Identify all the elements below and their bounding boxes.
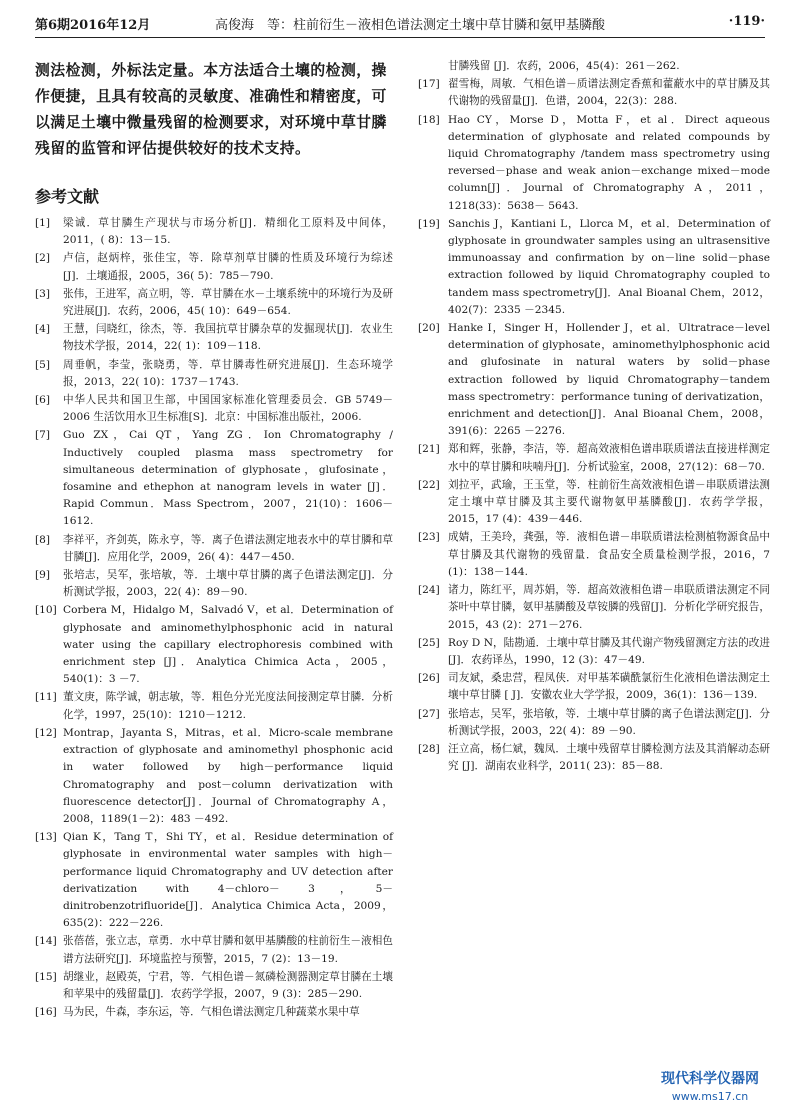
reference-item — [418, 112, 770, 215]
page-number: ·119· — [728, 14, 765, 29]
reference-number: [16] — [35, 1006, 57, 1019]
reference-number: [20] — [418, 322, 440, 335]
watermark-url: www.ms17.cn — [671, 1090, 749, 1103]
reference-number: [25] — [418, 636, 440, 649]
reference-number: [7] — [35, 429, 51, 442]
reference-text: 李祥平，齐剑英，陈永亨，等．离子色谱法测定地表水中的草甘膦和草甘膦[J]．应用化学，2009，26( 4)：447－450. — [63, 533, 393, 563]
reference-text: 刘拉平，武瑜，王玉堂，等．柱前衍生高效液相色谱－串联质谱法测定土壤中草甘膦及其主要代谢物氨甲基膦酸[J]．农药学学报，2015，17 (4)：439－446. — [448, 478, 770, 526]
reference-item — [418, 741, 770, 775]
reference-item — [418, 670, 770, 704]
header-rule — [35, 37, 765, 38]
reference-item — [418, 216, 770, 319]
reference-text: 张蓓蓓，张立志，章勇．水中草甘膦和氨甲基膦酸的柱前衍生－液相色谱方法研究[J]．环境监控与预警，2015，7 (2)：13－19. — [63, 935, 393, 965]
reference-number: [21] — [418, 443, 440, 456]
reference-number: [5] — [35, 358, 51, 371]
reference-number: [15] — [35, 970, 57, 983]
reference-text: Sanchis J，Kantiani L，Llorca M，et al．Determination of glyphosate in groundwater samples using an ultrasensitive immunoassay and confirmation by on－line solid－phase extraction followed by liquid Chromatography coupled to tandem mass spectrometry[J]．Anal Bioanal Chem，2012，402(7)：2335 －2345. — [448, 217, 770, 316]
reference-item — [35, 829, 393, 932]
reference-number: [18] — [418, 113, 440, 126]
reference-number: [23] — [418, 531, 440, 544]
reference-number: [9] — [35, 569, 51, 582]
reference-number: [27] — [418, 707, 440, 720]
reference-item — [35, 532, 393, 566]
reference-number: [8] — [35, 533, 51, 546]
reference-text: 张培志，吴军，张培敏，等．土壤中草甘膦的离子色谱法测定[J]．分析测试学报，2003，22( 4)：89－90. — [63, 569, 393, 599]
reference-text: 中华人民共和国卫生部，中国国家标准化管理委员会．GB 5749－2006 生活饮用水卫生标准[S]．北京：中国标准出版社，2006. — [63, 394, 393, 424]
reference-number: [11] — [35, 691, 57, 704]
reference-item — [35, 357, 393, 391]
reference-number: [24] — [418, 584, 440, 597]
reference-number: [4] — [35, 323, 51, 336]
right-column — [418, 58, 770, 776]
reference-item — [35, 725, 393, 828]
reference-item — [35, 215, 393, 249]
reference-text: 甘膦残留 [J]．农药，2006，45(4)：261－262. — [448, 60, 680, 72]
reference-item — [418, 529, 770, 581]
references-list-right — [418, 58, 770, 775]
reference-number: [17] — [418, 78, 440, 91]
references-list-left — [35, 215, 393, 1021]
reference-text: 司友斌，桑忠营，程凤侠．对甲基苯磺酰氯衍生化液相色谱法测定土壤中草甘膦 [ J]．安徽农业大学学报，2009，36(1)：136－139. — [448, 672, 770, 702]
reference-text: Hao CY，Morse D，Motta F，et al．Direct aqueous determination of glyphosate and related compounds by liquid Chromatography /tandem mass spectrometry using reversed－phase and weak anion－exchange mixed－mode column[J]．Journal of Chromatography A，2011，1218(33)：5638－ 5643. — [448, 113, 770, 212]
reference-number: [3] — [35, 287, 51, 300]
left-column — [35, 58, 393, 1022]
reference-text: 周垂帆，李莹，张晓勇，等．草甘膦毒性研究进展[J]．生态环境学报，2013，22( 10)：1737－1743. — [63, 358, 393, 388]
reference-text: Qian K，Tang T，Shi TY，et al．Residue determination of glyphosate in environmental water samples with high－performance liquid Chromatography and UV detection after derivatization with 4－chloro－ 3，5－dinitrobenzotrifluoride[J]．Analytica Chimica Acta，2009，635(2)：222－226. — [63, 831, 393, 930]
reference-item — [35, 933, 393, 967]
reference-text: 卢信，赵炳梓，张佳宝，等．除草剂草甘膦的性质及环境行为综述[J]．土壤通报，2005，36( 5)：785－790. — [63, 252, 393, 282]
reference-text: 张伟，王进军，高立明，等．草甘膦在水－土壤系统中的环境行为及研究进展[J]．农药，2006，45( 10)：649－654. — [63, 287, 393, 318]
reference-item — [418, 441, 770, 475]
reference-text: 王慧，闫晓红，徐杰，等．我国抗草甘膦杂草的发掘现状[J]．农业生物技术学报，2014，22( 1)：109－118. — [63, 323, 393, 353]
reference-number: [6] — [35, 394, 51, 407]
reference-item — [35, 427, 393, 530]
reference-text: Hanke I，Singer H，Hollender J，et al．Ultratrace－level determination of glyphosate，aminomethylphosphonic acid and glufosinate in natural waters by solid－phase extraction followed by liquid Chromatography－tandem mass spectrometry：performance tuning of derivatization，enrichment and detection[J]．Anal Bioanal Chem，2008，391(6)：2265 －2276. — [448, 322, 770, 438]
references-heading: 参考文献 — [35, 187, 100, 206]
reference-item — [418, 477, 770, 529]
reference-item — [418, 76, 770, 110]
reference-item — [35, 969, 393, 1003]
reference-item — [35, 286, 393, 320]
reference-item — [35, 321, 393, 355]
reference-text: 马为民，牛森，李东运，等．气相色谱法测定几种蔬菜水果中草 — [63, 1006, 360, 1019]
reference-item — [418, 706, 770, 740]
reference-item — [418, 320, 770, 440]
issue-label: 第6期2016年12月 — [35, 18, 151, 33]
reference-item — [35, 602, 393, 688]
reference-number: [13] — [35, 831, 57, 844]
watermark-title: 现代科学仪器网 — [661, 1071, 759, 1087]
reference-text: Corbera M，Hidalgo M，Salvadó V，et al．Determination of glyphosate and aminomethylphosphonic acid in natural water using the capillary electrophoresis combined with enrichment step [J]．Analytica Chimica Acta，2005，540(1)：3 －7. — [63, 604, 393, 686]
page-header — [35, 10, 765, 38]
running-title: 高俊海 等：柱前衍生－液相色谱法测定土壤中草甘膦和氨甲基膦酸 — [215, 18, 606, 33]
reference-item — [35, 250, 393, 284]
reference-text: 梁诚．草甘膦生产现状与市场分析[J]．精细化工原料及中间体，2011，( 8)：13－15. — [63, 217, 393, 247]
reference-text: 张培志，吴军，张培敏，等．土壤中草甘膦的离子色谱法测定[J]．分析测试学报，2003，22( 4)：89 －90. — [448, 707, 770, 737]
reference-number: [12] — [35, 726, 57, 739]
reference-text: 成婧，王美玲，龚强，等．液相色谱－串联质谱法检测植物源食品中草甘膦及其代谢物的残留量．食品安全质量检测学报，2016，7 (1)：138－144. — [448, 531, 770, 578]
reference-item — [35, 1004, 393, 1021]
reference-item — [35, 567, 393, 601]
reference-text: Guo ZX，Cai QT，Yang ZG．Ion Chromatography / Inductively coupled plasma mass spectrometry for simultaneous determination of glyphosate，glufosinate，fosamine and ethephon at nanogram levels in water [J]．Rapid Commun．Mass Spectrom，2007，21(10)：1606－1612. — [63, 429, 393, 528]
reference-item — [35, 689, 393, 723]
reference-number: [1] — [35, 217, 51, 229]
reference-number: [26] — [418, 672, 440, 685]
reference-number: [14] — [35, 935, 57, 948]
reference-text: Montrap，Jayanta S，Mitras，et al．Micro-scale membrane extraction of glyphosate and aminomethyl phosphonic acid in water followed by high－performance liquid Chromatography and post－column derivatization with fluorescence detector[J]．Journal of Chromatography A，2008，1189(1－2)：483 －492. — [63, 726, 393, 825]
reference-text: 汪立高，杨仁斌，魏凤．土壤中残留草甘膦检测方法及其消解动态研究 [J]．湖南农业科学，2011( 23)：85－88. — [448, 742, 770, 773]
reference-number: [2] — [35, 252, 51, 265]
reference-text: 董文庚，陈学诚，朝志敏，等．粗色分光光度法间接测定草甘膦．分析化学，1997，25(10)：1210－1212. — [63, 691, 393, 721]
reference-item — [418, 635, 770, 669]
reference-number: [22] — [418, 478, 440, 491]
reference-text: 翟雪梅，周敏．气相色谱－质谱法测定香蕉和藿蔽水中的草甘膦及其代谢物的残留量[J]．色谱，2004，22(3)：288. — [448, 78, 770, 108]
reference-text: Roy D N，陆勘通．土壤中草甘膦及其代谢产物残留测定方法的改进[J]．农药译丛，1990，12 (3)：47－49. — [448, 636, 770, 666]
reference-number: [19] — [418, 217, 440, 230]
reference-number: [10] — [35, 604, 57, 617]
reference-text: 胡继业，赵殿英，宁君，等．气相色谱－氮磷检测器测定草甘膦在土壤和苹果中的残留量[J]．农药学学报，2007，9 (3)：285－290. — [63, 970, 393, 1000]
reference-item — [35, 392, 393, 426]
reference-text: 郑和辉，张静，李洁，等．超高效液相色谱串联质谱法直接进样测定水中的草甘膦和呋喃丹[J]．分析试验室，2008，27(12)：68－70. — [448, 443, 770, 473]
watermark — [640, 1068, 780, 1103]
reference-number: [28] — [418, 742, 440, 755]
reference-item — [418, 58, 770, 75]
conclusion-paragraph: 测法检测，外标法定量。本方法适合土壤的检测，操作便捷，且具有较高的灵敏度、准确性和精密度，可以满足土壤中微量残留的检测要求，对环境中草甘膦残留的监管和评估提供较好的技术支持。 — [35, 62, 387, 157]
reference-text: 诸力，陈红平，周苏娟，等．超高效液相色谱－串联质谱法测定不同茶叶中草甘膦，氨甲基膦酸及草铵膦的残留[J]．分析化学研究报告，2015，43 (2)：271－276. — [448, 584, 770, 631]
reference-item — [418, 582, 770, 634]
